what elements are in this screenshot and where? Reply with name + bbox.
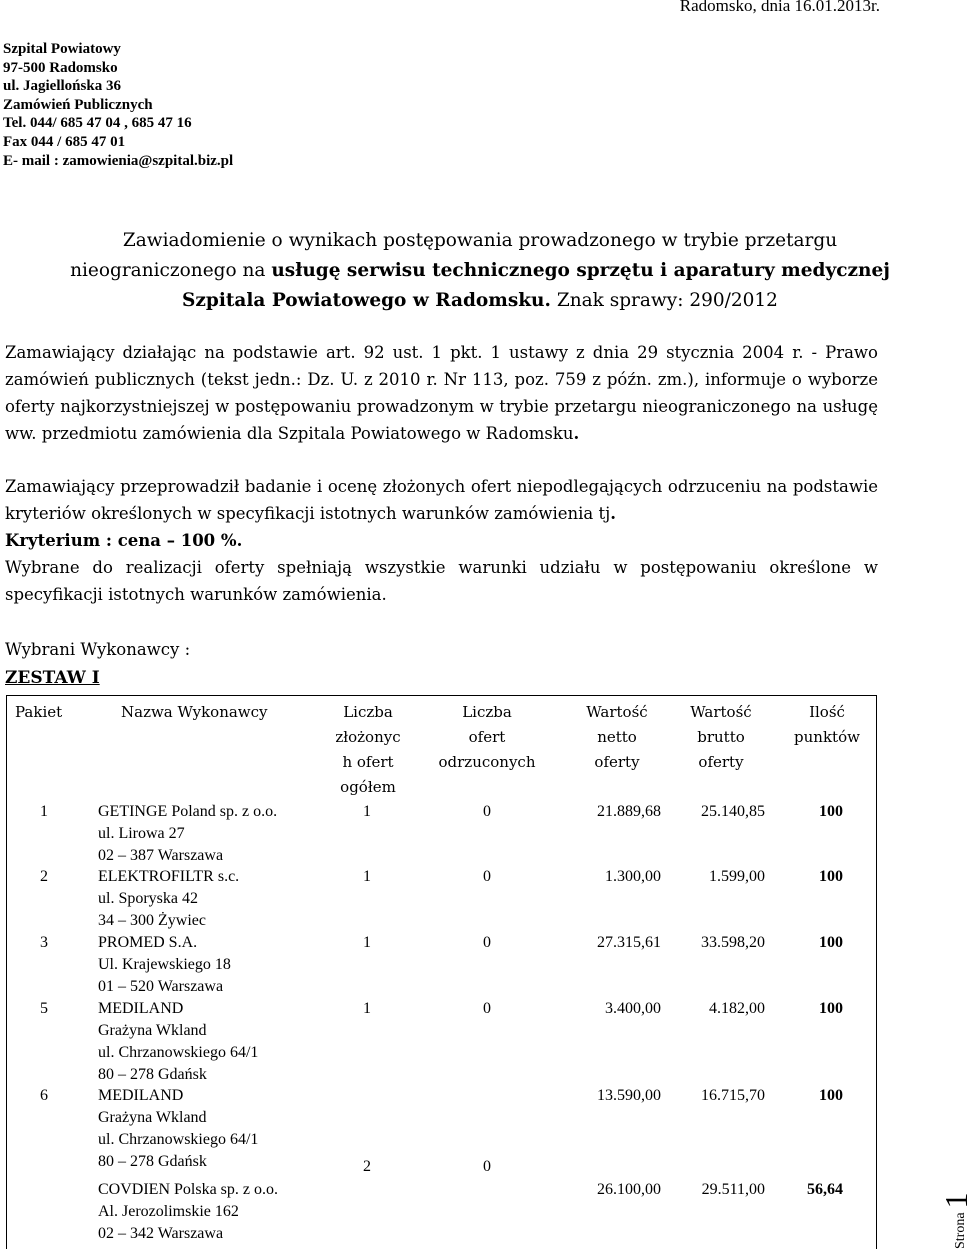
row-contractor	[98, 998, 258, 1086]
row-points: 56,64	[807, 1181, 843, 1198]
contractor-name: PROMED S.A.	[98, 934, 198, 951]
header-line: brutto	[697, 728, 745, 746]
header-package: Pakiet	[15, 703, 63, 721]
page-label: Strona	[953, 1212, 968, 1249]
row-gross-value: 16.715,70	[701, 1087, 765, 1104]
row-offers-submitted: 1	[363, 934, 371, 951]
evaluation-paragraph	[5, 473, 878, 608]
row-contractor	[98, 1179, 278, 1245]
contractor-street: ul. Sporyska 42	[98, 890, 198, 907]
header-points	[777, 700, 877, 750]
sender-address-block	[3, 40, 233, 170]
title-hospital: Szpitala Powiatowego w Radomsku.	[182, 290, 551, 311]
row-net-value: 1.300,00	[605, 868, 661, 885]
row-package: 3	[40, 934, 48, 951]
header-line: h ofert	[342, 753, 394, 771]
row-package: 1	[40, 803, 48, 820]
contractor-city: 01 – 520 Warszawa	[98, 978, 224, 995]
header-line: Liczba	[343, 703, 393, 721]
paragraph-end: .	[573, 424, 580, 443]
contractor-name: MEDILAND	[98, 1087, 184, 1104]
sender-line: Tel. 044/ 685 47 04 , 685 47 16	[3, 115, 192, 132]
contractor-owner: Grażyna Wkland	[98, 1109, 207, 1126]
contractor-name: ELEKTROFILTR s.c.	[98, 868, 240, 885]
contractor-name: COVDIEN Polska sp. z o.o.	[98, 1181, 278, 1198]
header-line: ofert	[468, 728, 506, 746]
criterion-line: Kryterium : cena – 100 %.	[5, 531, 243, 550]
contractor-city: 34 – 300 Żywiec	[98, 912, 206, 929]
header-offers-submitted	[325, 700, 411, 800]
row-gross-value: 33.598,20	[701, 934, 765, 951]
contractor-name: GETINGE Poland sp. z o.o.	[98, 803, 278, 820]
row-net-value: 27.315,61	[597, 934, 661, 951]
sender-line: Zamówień Publicznych	[3, 96, 153, 113]
header-line: ogółem	[340, 778, 396, 796]
header-line: złożonyc	[335, 728, 401, 746]
title-line-1: Zawiadomienie o wynikach postępowania prowadzonego w trybie przetargu	[122, 230, 838, 251]
header-line: Wartość	[586, 703, 648, 721]
contractor-owner: Grażyna Wkland	[98, 1022, 207, 1039]
legal-basis-text: Zamawiający działając na podstawie art. 92 ust. 1 pkt. 1 ustawy z dnia 29 stycznia 2004 r. - Prawo zamówień publicznych (tekst jedn.: Dz. U. z 2010 r. Nr 113, poz. 759 z późn. zm.), informuje o wyborze oferty najkorzystniejszej w postępowaniu prowadzonym w trybie przetargu nieograniczonego na usługę ww. przedmiotu zamówienia dla Szpitala Powiatowego w Radomsku	[5, 343, 878, 443]
row-gross-value: 29.511,00	[701, 1181, 765, 1198]
sender-email: E- mail : zamowienia@szpital.biz.pl	[3, 152, 234, 169]
evaluation-text: Zamawiający przeprowadził badanie i ocenę złożonych ofert niepodlegających odrzuceniu na podstawie kryteriów określonych w specyfikacji istotnych warunków zamówienia tj	[5, 477, 878, 523]
title-prefix: nieograniczonego na	[70, 260, 272, 281]
set-label: ZESTAW I	[5, 668, 100, 688]
header-gross-value	[671, 700, 771, 775]
header-net-value	[567, 700, 667, 775]
row-offers-rejected: 0	[483, 1158, 491, 1175]
case-reference: Znak sprawy: 290/2012	[550, 290, 778, 311]
contractor-name: MEDILAND	[98, 1000, 184, 1017]
row-offers-rejected: 0	[483, 868, 491, 885]
row-offers-submitted: 1	[363, 1000, 371, 1017]
row-net-value: 26.100,00	[597, 1181, 661, 1198]
contractor-street: ul. Chrzanowskiego 64/1	[98, 1044, 259, 1061]
legal-basis-paragraph	[5, 339, 878, 447]
page-footer	[938, 1192, 975, 1249]
row-points: 100	[819, 868, 843, 885]
header-contractor: Nazwa Wykonawcy	[121, 703, 268, 721]
row-offers-rejected: 0	[483, 803, 491, 820]
winners-label: Wybrani Wykonawcy :	[5, 640, 191, 659]
contractor-city: 80 – 278 Gdańsk	[98, 1153, 207, 1170]
header-line: Liczba	[462, 703, 512, 721]
row-net-value: 3.400,00	[605, 1000, 661, 1017]
row-offers-submitted: 1	[363, 803, 371, 820]
row-offers-submitted: 2	[363, 1158, 371, 1175]
contractor-city: 80 – 278 Gdańsk	[98, 1066, 207, 1083]
sender-line: Szpital Powiatowy	[3, 41, 121, 57]
row-points: 100	[819, 934, 843, 951]
row-contractor	[98, 866, 239, 932]
row-points: 100	[819, 1000, 843, 1017]
row-contractor	[98, 1085, 258, 1173]
header-line: oferty	[698, 753, 744, 771]
sender-line: Fax 044 / 685 47 01	[3, 133, 126, 150]
page-number: 1	[938, 1192, 974, 1209]
row-package: 5	[40, 1000, 48, 1017]
sender-line: 97-500 Radomsko	[3, 59, 118, 76]
contractor-street: Ul. Krajewskiego 18	[98, 956, 231, 973]
evaluation-text-block	[5, 473, 878, 527]
header-line: netto	[597, 728, 637, 746]
contractor-street: ul. Chrzanowskiego 64/1	[98, 1131, 259, 1148]
conditions-text: Wybrane do realizacji oferty spełniają wszystkie warunki udziału w postępowaniu określone w specyfikacji istotnych warunków zamówienia.	[5, 558, 878, 604]
row-points: 100	[819, 803, 843, 820]
sender-line: ul. Jagiellońska 36	[3, 78, 121, 95]
title-line-3	[0, 286, 960, 316]
header-line: punktów	[794, 728, 860, 746]
contractor-city: 02 – 342 Warszawa	[98, 1225, 224, 1242]
contractor-city: 02 – 387 Warszawa	[98, 847, 224, 864]
row-net-value: 21.889,68	[597, 803, 661, 820]
letter-date: Radomsko, dnia 16.01.2013r.	[679, 0, 880, 15]
title-subject: usługę serwisu technicznego sprzętu i aparatury medycznej	[271, 260, 890, 281]
row-gross-value: 25.140,85	[701, 803, 765, 820]
row-package: 2	[40, 868, 48, 885]
row-contractor	[98, 932, 231, 998]
document-title	[0, 226, 960, 316]
row-offers-rejected: 0	[483, 1000, 491, 1017]
row-package: 6	[40, 1087, 48, 1104]
header-line: oferty	[594, 753, 640, 771]
paragraph-end: .	[610, 504, 616, 523]
row-offers-rejected: 0	[483, 934, 491, 951]
contractor-street: ul. Lirowa 27	[98, 825, 185, 842]
header-line: Wartość	[690, 703, 752, 721]
row-points: 100	[819, 1087, 843, 1104]
header-line: odrzuconych	[438, 753, 536, 771]
contractor-street: Al. Jerozolimskie 162	[98, 1203, 239, 1220]
results-table	[6, 695, 877, 1249]
header-line: Ilość	[809, 703, 845, 721]
row-gross-value: 1.599,00	[709, 868, 765, 885]
title-line-2	[0, 256, 960, 286]
row-contractor	[98, 801, 277, 867]
header-offers-rejected	[429, 700, 545, 775]
row-offers-submitted: 1	[363, 868, 371, 885]
row-gross-value: 4.182,00	[709, 1000, 765, 1017]
row-net-value: 13.590,00	[597, 1087, 661, 1104]
